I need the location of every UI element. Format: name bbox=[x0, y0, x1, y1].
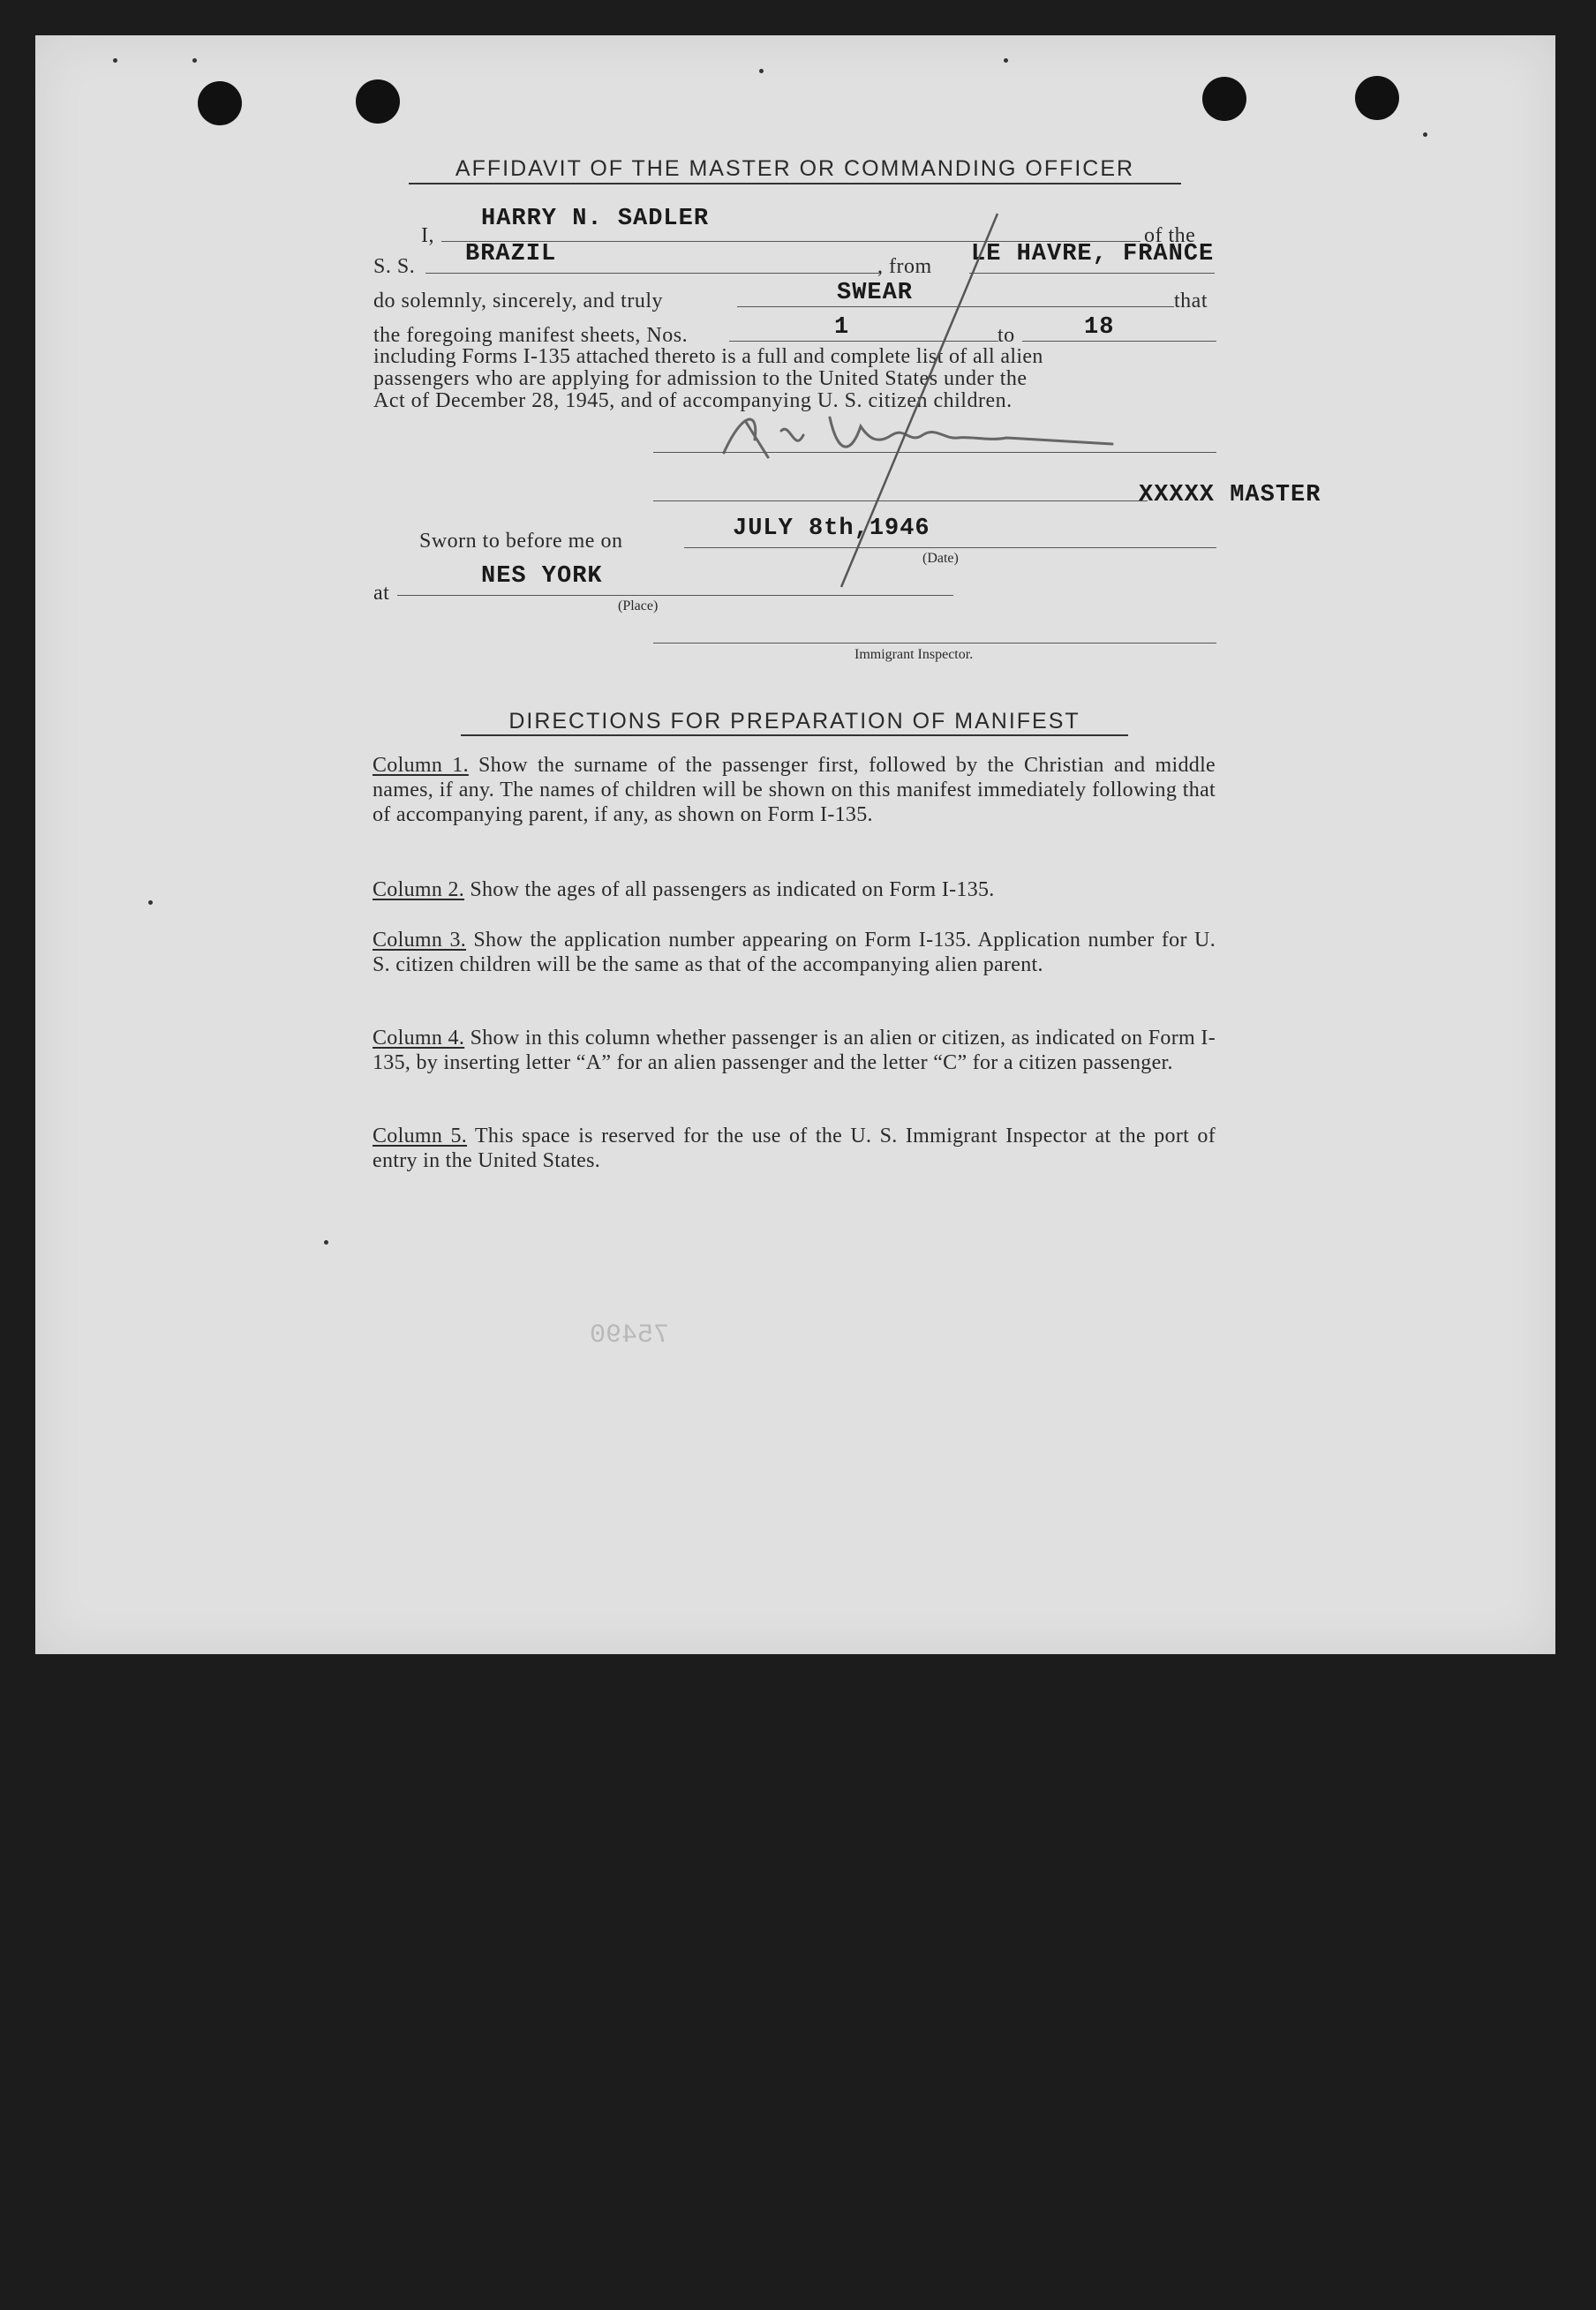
sheet-from: 1 bbox=[834, 314, 850, 341]
affidavit-title: AFFIDAVIT OF THE MASTER OR COMMANDING OFFICER bbox=[409, 156, 1181, 184]
column-4-text: Show in this column whether passenger is an alien or citizen, as indicated on Form I-135, by inserting letter “A” for an alien passenger and the letter “C” for a citizen passenger. bbox=[373, 1027, 1216, 1074]
sheets-label: the foregoing manifest sheets, Nos. bbox=[373, 324, 689, 347]
direction-column-4 bbox=[373, 1026, 1216, 1075]
column-3-text: Show the application number appearing on Form I-135. Application number for U. S. citizen children will be the same as that of the accompanying alien parent. bbox=[373, 929, 1216, 976]
affidavit-body-line3: Act of December 28, 1945, and of accompanying U. S. citizen children. bbox=[373, 389, 1013, 412]
directions-heading: DIRECTIONS FOR PREPARATION OF MANIFEST bbox=[461, 709, 1128, 736]
speck bbox=[759, 69, 764, 73]
sheet-to: 18 bbox=[1084, 314, 1115, 341]
column-4-label: Column 4. bbox=[373, 1027, 465, 1050]
place: NES YORK bbox=[481, 563, 603, 590]
from-label: , from bbox=[877, 255, 932, 278]
speck bbox=[324, 1240, 328, 1245]
at-label: at bbox=[373, 582, 390, 605]
column-2-text: Show the ages of all passengers as indicated on Form I-135. bbox=[470, 878, 995, 901]
master-title: XXXXX MASTER bbox=[1139, 482, 1321, 508]
place-caption: (Place) bbox=[618, 598, 659, 613]
sheet-to-line bbox=[1022, 341, 1216, 342]
punch-hole bbox=[1355, 76, 1399, 120]
speck bbox=[1423, 132, 1427, 137]
column-1-text: Show the surname of the passenger first, followed by the Christian and middle names, if any. The names of children will be shown on this manifest immediately following that of accompanying parent, if any, as shown on Form I-135. bbox=[373, 754, 1216, 826]
oath-word: SWEAR bbox=[837, 280, 914, 306]
direction-column-1 bbox=[373, 753, 1216, 827]
inspector-caption: Immigrant Inspector. bbox=[854, 647, 974, 662]
master-name: HARRY N. SADLER bbox=[481, 206, 710, 232]
ss-label: S. S. bbox=[373, 255, 416, 278]
sworn-date: JULY 8th,1946 bbox=[733, 515, 930, 542]
column-2-label: Column 2. bbox=[373, 878, 465, 901]
departure-port: LE HAVRE, FRANCE bbox=[971, 241, 1215, 267]
departure-port-line bbox=[969, 273, 1215, 274]
of-the-label: of the bbox=[1144, 224, 1196, 247]
date-caption: (Date) bbox=[922, 551, 959, 566]
sworn-label: Sworn to before me on bbox=[419, 530, 623, 553]
column-1-label: Column 1. bbox=[373, 754, 469, 777]
direction-column-3 bbox=[373, 928, 1216, 977]
bleed-through-number: 75490 bbox=[590, 1321, 670, 1351]
punch-hole bbox=[1202, 77, 1246, 121]
column-5-label: Column 5. bbox=[373, 1125, 468, 1147]
to-label: to bbox=[998, 324, 1015, 347]
speck bbox=[148, 900, 153, 905]
i-label: I, bbox=[421, 224, 434, 247]
punch-hole bbox=[356, 79, 400, 124]
column-3-label: Column 3. bbox=[373, 929, 467, 952]
affidavit-body-line2: passengers who are applying for admission to the United States under the bbox=[373, 367, 1028, 390]
ship-name-line bbox=[425, 273, 880, 274]
direction-column-5 bbox=[373, 1124, 1216, 1173]
ship-name: BRAZIL bbox=[465, 241, 557, 267]
speck bbox=[192, 58, 197, 63]
column-5-text: This space is reserved for the use of the U. S. Immigrant Inspector at the port of entry in the United States. bbox=[373, 1125, 1216, 1172]
affidavit-body-line1: including Forms I-135 attached thereto is a full and complete list of all alien bbox=[373, 345, 1043, 368]
direction-column-2 bbox=[373, 877, 1216, 902]
speck bbox=[113, 58, 117, 63]
punch-hole bbox=[198, 81, 242, 125]
that-label: that bbox=[1174, 290, 1208, 312]
speck bbox=[1004, 58, 1008, 63]
document-page bbox=[35, 35, 1555, 1654]
solemnly-label: do solemnly, sincerely, and truly bbox=[373, 290, 663, 312]
pen-slash-mark bbox=[825, 212, 1002, 600]
